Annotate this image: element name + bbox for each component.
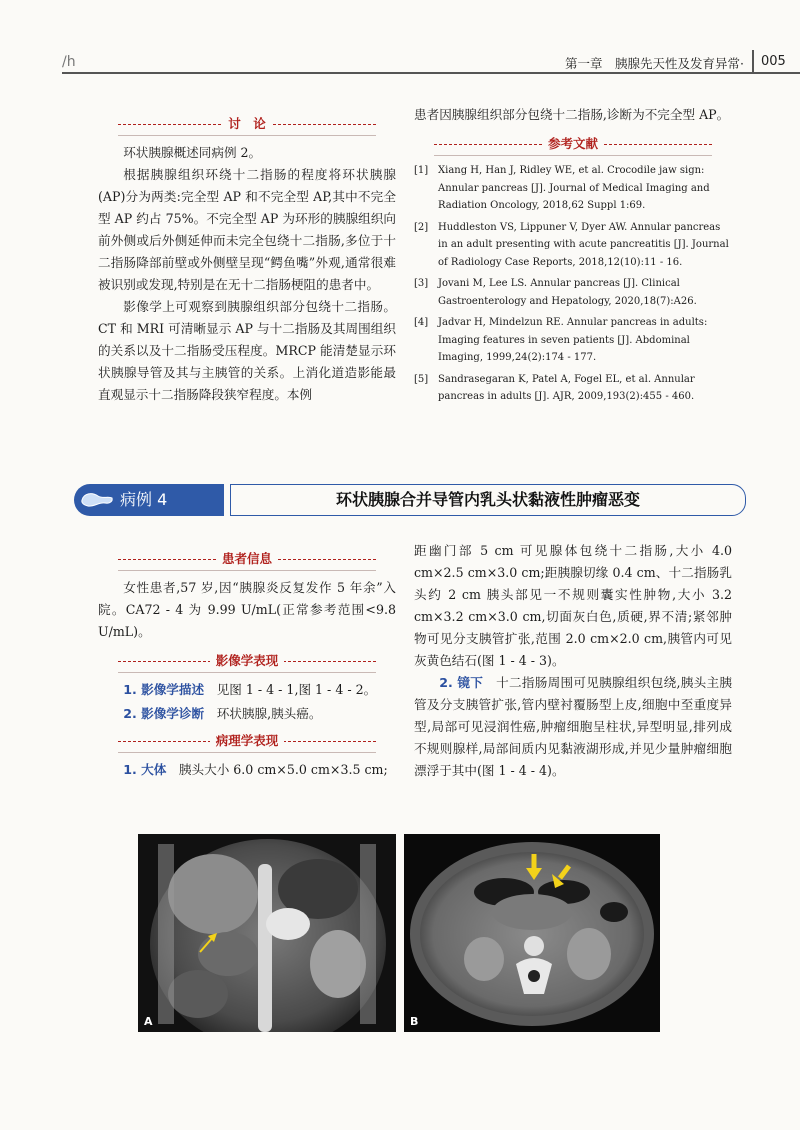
pathology-heading: 病理学表现 (98, 729, 396, 753)
discussion-p1: 环状胰腺概述同病例 2。 (123, 145, 262, 160)
discussion-p3-continued: 患者因胰腺组织部分包绕十二指肠,诊断为不完全型 AP。 (414, 107, 730, 122)
case-label-ribbon (74, 484, 224, 516)
coronal-ct-image (138, 834, 396, 1032)
case-banner (74, 478, 746, 522)
pathology-item-1-continued: 距幽门部 5 cm 可见腺体包绕十二指肠,大小 4.0 cm×2.5 cm×3.0 cm;距胰腺切缘 0.4 cm、十二指肠乳头约 2 cm 胰头部见一不规则囊实性肿物,大小 3.2 cm×3.2 cm×3.0 cm,切面灰白色,质硬,界不清;紧邻肿物可见分支胰管扩张,范围 2.0 cm×2.0 cm,胰管内可见灰黄色结石(图 1 - 4 - 3)。 (414, 543, 732, 668)
figure-a-coronal-ct (138, 834, 396, 1032)
reference-item: [3] Jovani M, Lee LS. Annular pancreas [J]. Clinical Gastroenterology and Hepatology, 2020,18(7):A26. (414, 278, 697, 307)
patient-info-heading: 患者信息 (98, 547, 396, 571)
pancreas-icon (80, 490, 114, 510)
imaging-item-2: 2. 影像学诊断 环状胰腺,胰头癌。 (123, 706, 322, 721)
references-column (414, 104, 732, 410)
discussion-p2: 根据胰腺组织环绕十二指肠的程度将环状胰腺(AP)分为两类:完全型 AP 和不完全型 AP,其中不完全型 AP 约占 75%。不完全型 AP 为环形的胰腺组织向前外侧或后外侧延伸而未完全包绕十二指肠,多位于十二指肠降部前壁或外侧壁呈现“鳄鱼嘴”外观,通常很难被识别或发现,特别是在无十二指肠梗阻的患者中。 (98, 167, 396, 292)
case-title: 环状胰腺合并导管内乳头状黏液性肿瘤恶变 (230, 484, 746, 516)
header-rule (62, 72, 800, 74)
case-right-column (414, 540, 732, 782)
pathology-item-2: 2. 镜下 十二指肠周围可见胰腺组织包绕,胰头主胰管及分支胰管扩张,管内壁衬覆肠型上皮,细胞中至重度异型,局部可见浸润性癌,肿瘤细胞呈柱状,异型明显,排列成不规则腺样,局部间质内见黏液湖形成,并见少量肿瘤细胞漂浮于其中(图 1 - 4 - 4)。 (414, 675, 732, 778)
discussion-p3: 影像学上可观察到胰腺组织部分包绕十二指肠。CT 和 MRI 可清晰显示 AP 与十二指肠及其周围组织的关系以及十二指肠受压程度。MRCP 能清楚显示环状胰腺导管及其与主胰管的关系。上消化道造影能最直观显示十二指肠降段狭窄程度。本例 (98, 299, 396, 402)
axial-ct-image (404, 834, 660, 1032)
discussion-section (98, 110, 396, 406)
figure-a-label: A (144, 1015, 153, 1028)
discussion-heading: 讨 论 (98, 112, 396, 136)
running-header (62, 52, 800, 74)
pathology-item-1: 1. 大体 胰头大小 6.0 cm×5.0 cm×3.5 cm; (123, 762, 388, 777)
patient-info-text: 女性患者,57 岁,因“胰腺炎反复发作 5 年余”入院。CA72 - 4 为 9.99 U/mL(正常参考范围<9.8 U/mL)。 (98, 580, 396, 639)
figure-b-axial-ct (404, 834, 660, 1032)
reference-item: [5] Sandrasegaran K, Patel A, Fogel EL, et al. Annular pancreas in adults [J]. AJR, 2009,193(2):455 - 460. (414, 373, 695, 402)
reference-list (414, 162, 732, 406)
chapter-title: 第一章 胰腺先天性及发育异常· (565, 56, 744, 71)
header-mark: /h (62, 54, 76, 70)
references-heading: 参考文献 (414, 132, 732, 156)
case-label: 病例 4 (120, 490, 168, 509)
imaging-heading: 影像学表现 (98, 649, 396, 673)
reference-item: [1] Xiang H, Han J, Ridley WE, et al. Crocodile jaw sign: Annular pancreas [J]. Journal of Medical Imaging and Radiation Oncology, 2018,62 Suppl 1:69. (414, 165, 710, 211)
figure-b-label: B (410, 1015, 419, 1028)
reference-item: [4] Jadvar H, Mindelzun RE. Annular pancreas in adults: Imaging features in seven patients [J]. Abdominal Imaging, 1999,24(2):174 - 177. (414, 317, 708, 363)
case-left-column (98, 545, 396, 783)
imaging-item-1: 1. 影像学描述 见图 1 - 4 - 1,图 1 - 4 - 2。 (123, 682, 377, 697)
page-number: 005 (752, 50, 800, 74)
reference-item: [2] Huddleston VS, Lippuner V, Dyer AW. Annular pancreas in an adult presenting with acute pancreatitis [J]. Journal of Radiology Case Reports, 2018,12(10):11 - 16. (414, 221, 729, 268)
